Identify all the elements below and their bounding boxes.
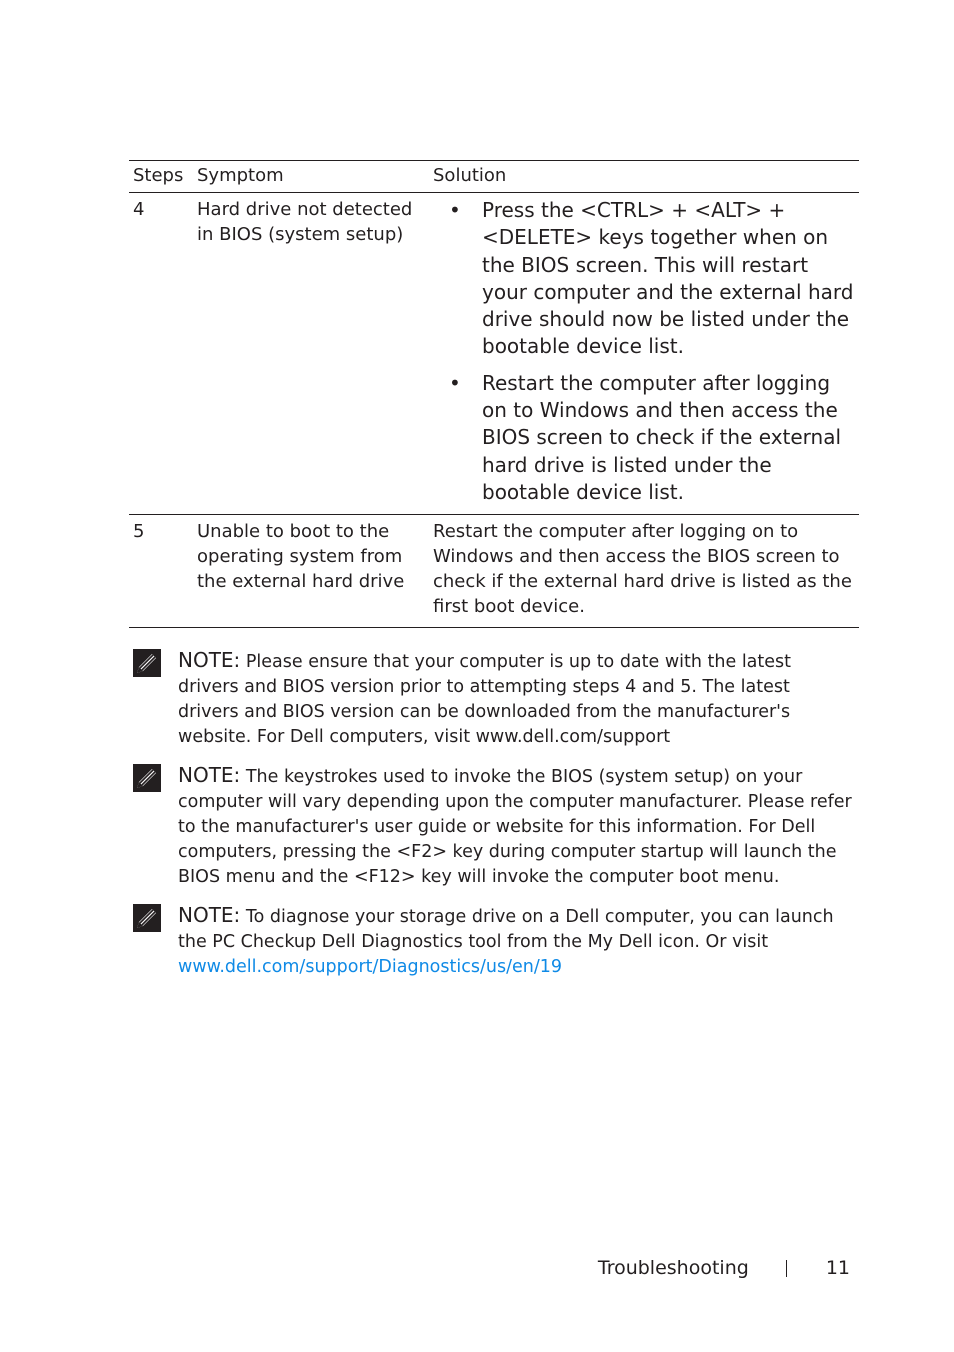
diagnostics-link[interactable]: www.dell.com/support/Diagnostics/us/en/19 — [178, 957, 562, 977]
table-row — [129, 515, 859, 628]
note-bios-keystrokes — [133, 763, 855, 890]
solution-text: Press the <CTRL> + <ALT> + <DELETE> keys together when on the BIOS screen. This will restart your computer and the external hard drive should now be listed under the bootable device list. — [482, 198, 854, 359]
header-solution: Solution — [429, 161, 859, 193]
page-number: 11 — [825, 1257, 850, 1279]
solution-item — [433, 370, 855, 506]
note-label: NOTE: — [178, 648, 241, 672]
note-pencil-icon — [133, 764, 161, 792]
symptom-cell: Unable to boot to the operating system from the external hard drive — [193, 515, 429, 628]
note-text: The keystrokes used to invoke the BIOS (system setup) on your computer will vary depending upon the computer manufacturer. Please refer to the manufacturer's user guide or website for this information. For Dell computers, pressing the <F2> key during computer startup will launch the BIOS menu and the <F12> key will invoke the computer boot menu. — [178, 767, 852, 887]
note-diagnostics — [133, 903, 855, 980]
note-drivers-bios — [133, 648, 855, 750]
solution-cell: Restart the computer after logging on to Windows and then access the BIOS screen to check if the external hard drive is listed as the first boot device. — [429, 515, 859, 628]
symptom-cell: Hard drive not detected in BIOS (system setup) — [193, 193, 429, 515]
solution-list — [433, 197, 855, 506]
step-number: 5 — [129, 515, 193, 628]
table-header-row — [129, 161, 859, 193]
bullet-icon: • — [449, 198, 461, 222]
header-symptom: Symptom — [193, 161, 429, 193]
page-footer — [598, 1255, 850, 1281]
note-label: NOTE: — [178, 763, 241, 787]
step-number: 4 — [129, 193, 193, 515]
solution-cell — [429, 193, 859, 515]
solution-item — [433, 197, 855, 361]
note-label: NOTE: — [178, 903, 241, 927]
bullet-icon: • — [449, 370, 461, 395]
table-row — [129, 193, 859, 515]
note-text: To diagnose your storage drive on a Dell computer, you can launch the PC Checkup Dell Diagnostics tool from the My Dell icon. Or visit — [178, 907, 834, 952]
troubleshooting-table — [129, 160, 859, 628]
note-pencil-icon — [133, 904, 161, 932]
troubleshooting-table-container — [129, 160, 859, 628]
footer-section-title: Troubleshooting — [597, 1257, 749, 1279]
footer-separator — [786, 1260, 787, 1277]
header-steps: Steps — [129, 161, 193, 193]
note-pencil-icon — [133, 649, 161, 677]
solution-text: Restart the computer after logging on to Windows and then access the BIOS screen to check if the external hard drive is listed under the bootable device list. — [482, 370, 842, 504]
notes-section — [133, 648, 855, 993]
note-text: Please ensure that your computer is up to date with the latest drivers and BIOS version prior to attempting steps 4 and 5. The latest drivers and BIOS version can be downloaded from the manufacturer's website. For Dell computers, visit www.dell.com/support — [178, 652, 792, 747]
